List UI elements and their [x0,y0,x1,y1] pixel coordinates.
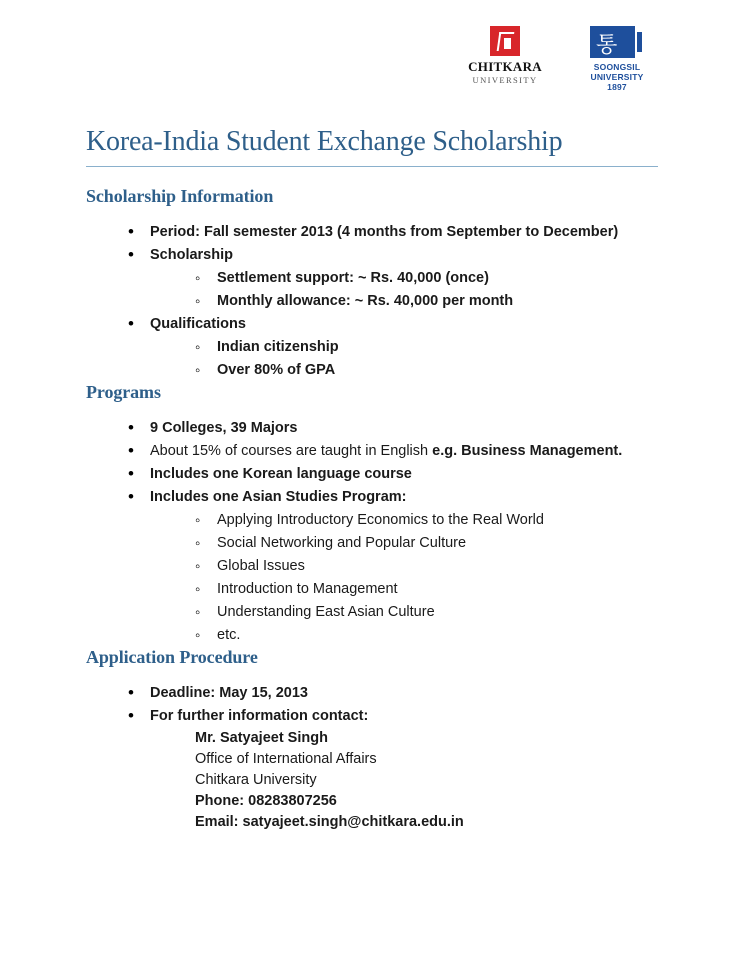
list-item-label: About 15% of courses are taught in English [150,442,433,459]
list-item [128,417,682,440]
list-item-label: Scholarship [150,246,233,263]
chitkara-logo-name: CHITKARA [468,59,542,74]
list-item-label: Applying Introductory Economics to the Real World [217,511,544,528]
soongsil-logo-line2: UNIVERSITY [590,72,644,82]
list-item-label: Includes one Asian Studies Program: [150,488,407,505]
chitkara-logo [468,26,542,85]
list-item [128,244,682,313]
page-title: Korea-India Student Exchange Scholarship [86,126,658,167]
list-item-label: Social Networking and Popular Culture [217,534,467,551]
list-item [128,221,682,244]
soongsil-glyph: 통 [596,32,619,57]
list-item-label: Indian citizenship [217,338,339,355]
list-item [195,290,682,313]
list-item [128,705,682,728]
section-heading-programs: Programs [86,381,161,402]
soongsil-logo-icon [590,26,644,58]
list-item [128,682,682,705]
list-item [195,624,682,647]
list-item [128,313,682,382]
contact-block [86,728,682,833]
contact-university: Chitkara University [195,771,317,788]
contact-office: Office of International Affairs [195,750,377,767]
list-item-label: Over 80% of GPA [217,361,336,378]
scholarship-sublist [150,267,682,313]
list-item [195,578,682,601]
contact-name: Mr. Satyajeet Singh [195,729,328,746]
section-heading-scholarship-information: Scholarship Information [86,185,274,206]
list-item [195,532,682,555]
application-procedure-list [86,682,682,728]
list-item [195,267,682,290]
contact-phone: Phone: 08283807256 [195,792,337,809]
list-item-label: Monthly allowance: ~ Rs. 40,000 per month [217,292,514,309]
soongsil-notch-inner [637,32,642,52]
list-item [128,440,682,463]
asian-studies-sublist [150,509,682,647]
list-item-label: Introduction to Management [217,580,398,597]
list-item-label: Qualifications [150,315,246,332]
qualifications-sublist [150,336,682,382]
list-item-label: Includes one Korean language course [150,465,412,482]
list-item-label-emphasis: e.g. Business Management. [432,442,623,459]
scholarship-information-list [86,221,682,382]
list-item [195,509,682,532]
chitkara-logo-subtitle: UNIVERSITY [472,75,538,85]
list-item [128,463,682,486]
soongsil-logo [590,26,644,92]
programs-list [86,417,682,647]
list-item-label: etc. [217,626,241,643]
chitkara-logo-icon [490,26,520,56]
list-item [195,336,682,359]
list-item-label: Period: Fall semester 2013 (4 months from September to December) [150,223,619,240]
list-item-label: Understanding East Asian Culture [217,603,435,620]
list-item-label: 9 Colleges, 39 Majors [150,419,298,436]
list-item-label: Global Issues [217,557,305,574]
list-item [128,486,682,647]
logo-row [86,26,682,98]
list-item [195,359,682,382]
list-item-label: For further information contact: [150,707,369,724]
soongsil-logo-line3: 1897 [607,82,627,92]
list-item-label: Deadline: May 15, 2013 [150,684,308,701]
list-item [195,601,682,624]
soongsil-logo-line1: SOONGSIL [593,62,641,72]
contact-email: Email: satyajeet.singh@chitkara.edu.in [195,813,464,830]
list-item-label: Settlement support: ~ Rs. 40,000 (once) [217,269,489,286]
list-item [195,555,682,578]
section-heading-application-procedure: Application Procedure [86,646,258,667]
